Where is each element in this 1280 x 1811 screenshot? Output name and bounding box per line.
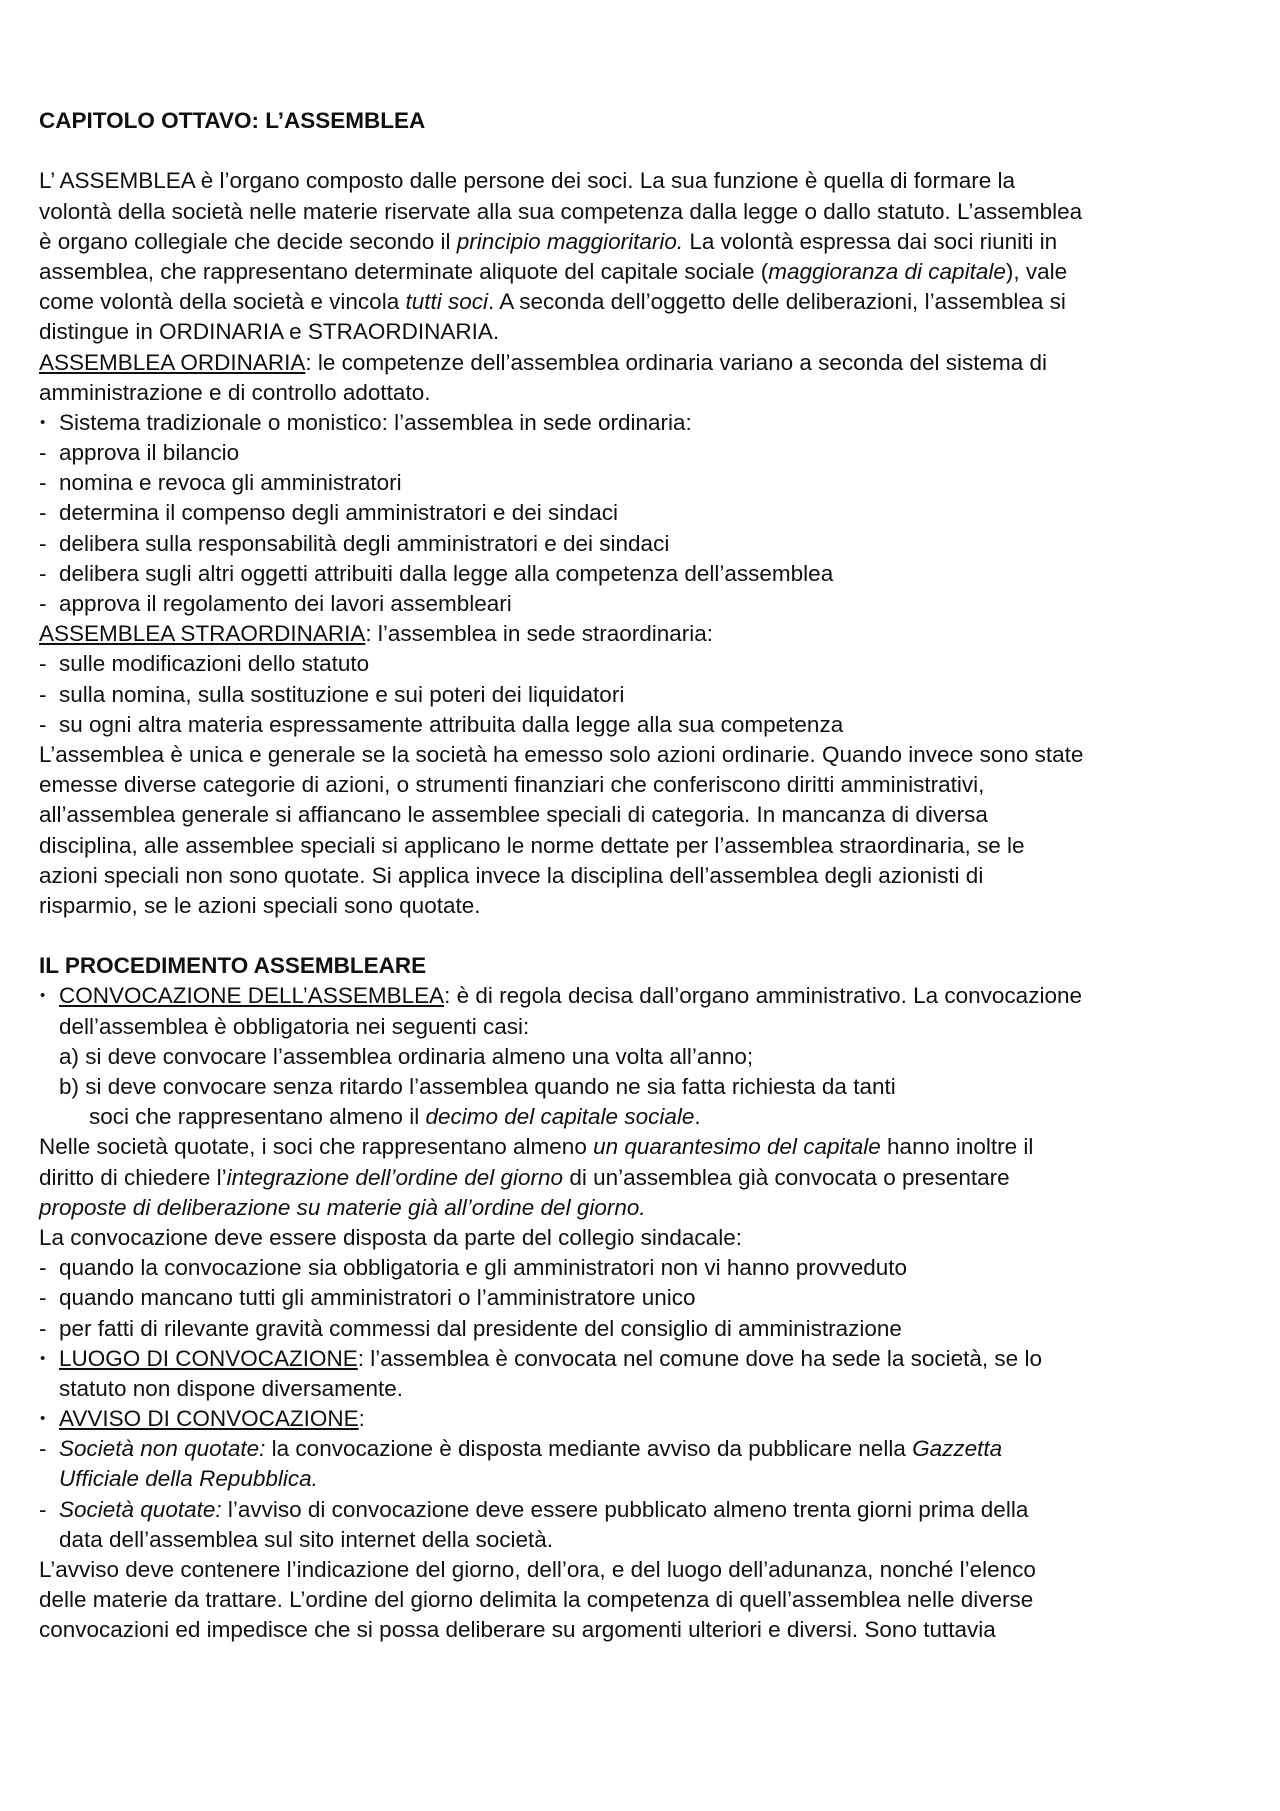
intro-line: assemblea, che rappresentano determinate aliquote del capitale sociale (maggioranza di capitale), vale	[39, 258, 1068, 284]
intro-line: volontà della società nelle materie riservate alla sua competenza dalla legge o dallo statuto. L’assemblea	[39, 198, 1083, 224]
procedimento-section: IL PROCEDIMENTO ASSEMBLEARE • CONVOCAZIONE DELL’ASSEMBLEA: è di regola decisa dall’organo amministrativo. La convocazione dell’assemblea è obbligatoria nei seguenti casi: a) si deve convocare l’assemblea ordinaria almeno una volta all’anno; b) si deve convocare senza ritardo l’assemblea quando ne sia fatta richiesta da tanti soci che rappresentano almeno il decimo del capitale sociale. Nelle società quotate, i soci che rappresentano almeno un quarantesimo del capitale hanno inoltre il diritto di chiedere l’integrazione dell’ordine del giorno di un’assemblea già convocata o presentare proposte di deliberazione su materie già all’ordine del giorno. La convocazione deve essere disposta da parte del collegio sindacale: - quando la convocazione sia obbligatoria e gli amministratori non vi hanno provveduto - quando mancano tutti gli amministratori o l’amministratore unico - per fatti di rilevante gravità commessi dal presidente del consiglio di amministrazione • LUOGO DI CONVOCAZIONE: l’assemblea è convocata nel comune dove ha sede la società, se lo statuto non dispone diversamente. • AVVISO DI CONVOCAZIONE: - Società non quotate: la convocazione è disposta mediante avviso da pubblicare nella Gazzetta Ufficiale della Repubblica. - Società quotate: l’avviso di convocazione deve essere pubblicato almeno trenta giorni prima della data dell’assemblea sul sito internet della società. L’avviso deve contenere l’indicazione del giorno, dell’ora, e del luogo dell’adunanza, nonché l’elenco delle materie da trattare. L’ordine del giorno delimita la competenza di quell’assemblea nelle diverse convocazioni ed impedisce che si possa deliberare su argomenti ulteriori e diversi. Sono tuttavia	[39, 951, 1179, 1645]
list-item: - sulla nomina, sulla sostituzione e sui poteri dei liquidatori	[39, 681, 625, 707]
list-item: - Società quotate: l’avviso di convocazione deve essere pubblicato almeno trenta giorni prima della	[39, 1496, 1029, 1522]
list-item: - quando la convocazione sia obbligatoria e gli amministratori non vi hanno provveduto	[39, 1255, 908, 1281]
list-item: - approva il regolamento dei lavori assembleari	[39, 591, 512, 616]
document-page	[39, 106, 1179, 1646]
intro-line: distingue in ORDINARIA e STRAORDINARIA.	[39, 319, 500, 345]
intro-paragraph	[39, 166, 1179, 347]
bullet-item: • Sistema tradizionale o monistico: l’assemblea in sede ordinaria:	[40, 409, 692, 435]
procedimento-heading: IL PROCEDIMENTO ASSEMBLEARE	[39, 953, 427, 979]
speciali-paragraph: L’assemblea è unica e generale se la società ha emesso solo azioni ordinarie. Quando invece sono state emesse diverse categorie di azioni, o strumenti finanziari che conferiscono diritti amministrativi, all’assemblea generale si affiancano le assemblee speciali di categoria. In mancanza di diversa disciplina, alle assemblee speciali si applicano le norme dettate per l’assemblea straordinaria, se le azioni speciali non sono quotate. Si applica invece la disciplina dell’assemblea degli azionisti di risparmio, se le azioni speciali sono quotate.	[39, 741, 1084, 918]
bullet-item: • CONVOCAZIONE DELL’ASSEMBLEA: è di regola decisa dall’organo amministrativo. La convocazione	[40, 983, 1082, 1009]
list-item: - delibera sulla responsabilità degli amministratori e dei sindaci	[39, 530, 670, 556]
straordinaria-heading: ASSEMBLEA STRAORDINARIA	[39, 621, 366, 647]
intro-line: è organo collegiale che decide secondo il principio maggioritario. La volontà espressa dai soci riuniti in	[39, 228, 1058, 254]
chapter-title: CAPITOLO OTTAVO: L’ASSEMBLEA	[39, 108, 426, 133]
list-item: - quando mancano tutti gli amministratori o l’amministratore unico	[39, 1285, 696, 1311]
list-item: - sulle modificazioni dello statuto	[39, 651, 370, 677]
list-item: - nomina e revoca gli amministratori	[39, 470, 402, 496]
list-item: - determina il compenso degli amministratori e dei sindaci	[39, 500, 619, 526]
intro-line: L’ ASSEMBLEA è l’organo composto dalle persone dei soci. La sua funzione è quella di formare la	[39, 168, 1016, 194]
straordinaria-section: ASSEMBLEA STRAORDINARIA: l’assemblea in sede straordinaria: - sulle modificazioni dello statuto - sulla nomina, sulla sostituzione e sui poteri dei liquidatori - su ogni altra materia espressamente attribuita dalla legge alla sua competenza	[39, 619, 1179, 740]
bullet-item: • AVVISO DI CONVOCAZIONE:	[40, 1406, 365, 1432]
bullet-item: • LUOGO DI CONVOCAZIONE: l’assemblea è convocata nel comune dove ha sede la società, se lo	[40, 1345, 1042, 1371]
list-item: - su ogni altra materia espressamente attribuita dalla legge alla sua competenza	[39, 711, 844, 737]
ordinaria-section: ASSEMBLEA ORDINARIA: le competenze dell’assemblea ordinaria variano a seconda del sistema di amministrazione e di controllo adottato. • Sistema tradizionale o monistico: l’assemblea in sede ordinaria: - approva il bilancio - nomina e revoca gli amministratori - determina il compenso degli amministratori e dei sindaci - delibera sulla responsabilità degli amministratori e dei sindaci - delibera sugli altri oggetti attribuiti dalla legge alla competenza dell’assemblea - approva il regolamento dei lavori assembleari	[39, 348, 1179, 620]
list-item: - Società non quotate: la convocazione è disposta mediante avviso da pubblicare nella Gazzetta	[39, 1436, 1003, 1462]
list-item: - approva il bilancio	[39, 440, 240, 466]
list-item: - delibera sugli altri oggetti attribuiti dalla legge alla competenza dell’assemblea	[39, 560, 834, 586]
ordinaria-heading: ASSEMBLEA ORDINARIA	[39, 349, 306, 375]
intro-line: come volontà della società e vincola tutti soci. A seconda dell’oggetto delle deliberazioni, l’assemblea si	[39, 289, 1066, 315]
list-item: - per fatti di rilevante gravità commessi dal presidente del consiglio di amministrazione	[39, 1315, 902, 1341]
